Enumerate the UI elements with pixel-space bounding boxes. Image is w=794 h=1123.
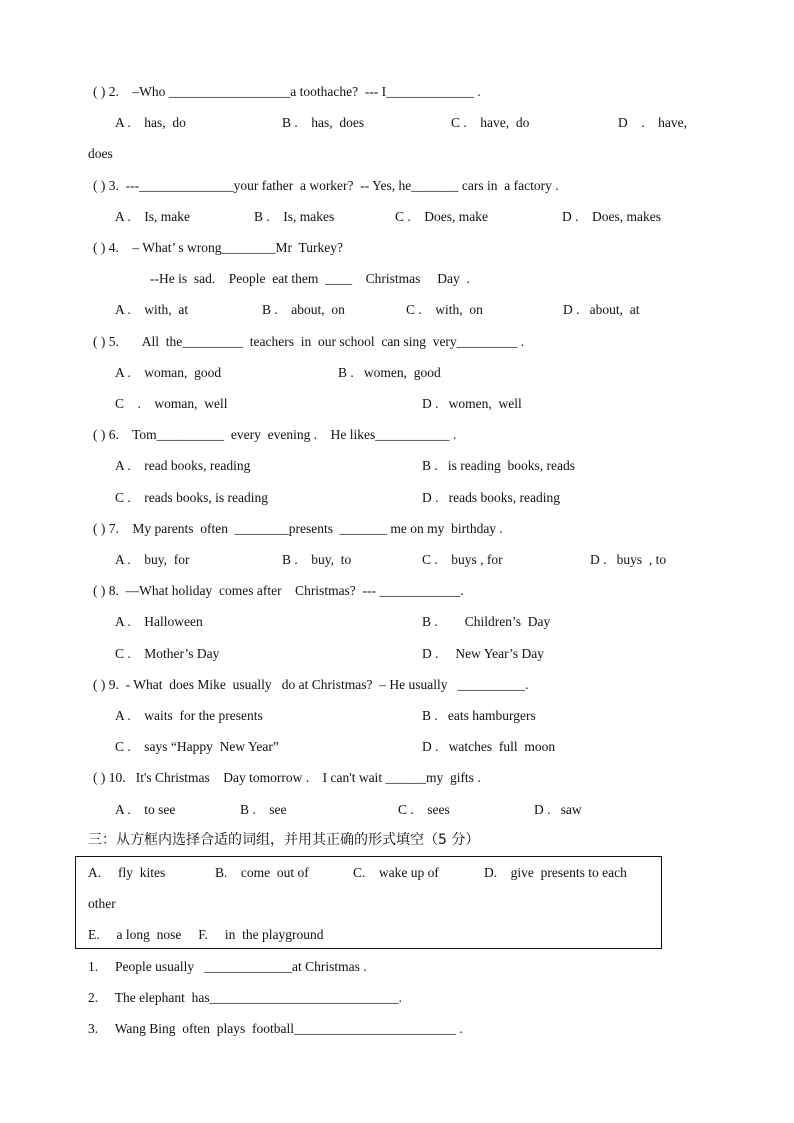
q4-option-c: C . with, on	[406, 302, 483, 317]
q4-option-d: D . about, at	[563, 302, 640, 317]
phrase-a: A. fly kites	[88, 865, 166, 880]
question-8-stem: ( ) 8. —What holiday comes after Christmas? --- ____________.	[93, 583, 464, 598]
q7-option-b: B . buy, to	[282, 552, 352, 567]
q5-option-c: C . woman, well	[115, 396, 228, 411]
q5-option-a: A . woman, good	[115, 365, 222, 380]
phrase-d-continued: other	[88, 896, 116, 911]
q2-option-a: A . has, do	[115, 115, 186, 130]
q9-option-a: A . waits for the presents	[115, 708, 263, 723]
question-5-stem: ( ) 5. All the_________ teachers in our school can sing very_________ .	[93, 334, 525, 349]
q3-option-a: A . Is, make	[115, 209, 190, 224]
q10-option-b: B . see	[240, 802, 287, 817]
q2-option-b: B . has, does	[282, 115, 365, 130]
q8-option-c: C . Mother’s Day	[115, 646, 220, 661]
q10-option-c: C . sees	[398, 802, 450, 817]
q2-option-c: C . have, do	[451, 115, 530, 130]
q10-option-a: A . to see	[115, 802, 176, 817]
phrase-d: D. give presents to each	[484, 865, 627, 880]
question-7-stem: ( ) 7. My parents often ________presents _______ me on my birthday .	[93, 521, 503, 536]
q9-option-c: C . says “Happy New Year”	[115, 739, 279, 754]
fill-sentence-3: 3. Wang Bing often plays football________________________ .	[88, 1021, 463, 1036]
question-2-stem: ( ) 2. –Who __________________a toothache? --- I_____________ .	[93, 84, 481, 99]
question-4-stem: ( ) 4. – What’ s wrong________Mr Turkey?	[93, 240, 343, 255]
q8-option-b: B . Children’s Day	[422, 614, 551, 629]
question-10-stem: ( ) 10. It's Christmas Day tomorrow . I can't wait ______my gifts .	[93, 770, 481, 785]
q4-option-a: A . with, at	[115, 302, 189, 317]
fill-sentence-1: 1. People usually _____________at Christmas .	[88, 959, 367, 974]
q5-option-b: B . women, good	[338, 365, 441, 380]
q10-option-d: D . saw	[534, 802, 582, 817]
q7-option-c: C . buys , for	[422, 552, 503, 567]
question-3-stem: ( ) 3. ---______________your father a worker? -- Yes, he_______ cars in a factory .	[93, 178, 559, 193]
q8-option-a: A . Halloween	[115, 614, 203, 629]
q6-option-b: B . is reading books, reads	[422, 458, 575, 473]
fill-sentence-2: 2. The elephant has____________________________.	[88, 990, 402, 1005]
q3-option-c: C . Does, make	[395, 209, 488, 224]
q6-option-a: A . read books, reading	[115, 458, 251, 473]
q3-option-b: B . Is, makes	[254, 209, 335, 224]
section-3-heading: 三：从方框内选择合适的词组，并用其正确的形式填空（5 分）	[88, 832, 480, 848]
q4-option-b: B . about, on	[262, 302, 345, 317]
question-4-stem-line2: --He is sad. People eat them ____ Christmas Day .	[150, 271, 470, 286]
q3-option-d: D . Does, makes	[562, 209, 661, 224]
q9-option-d: D . watches full moon	[422, 739, 556, 754]
phrase-c: C. wake up of	[353, 865, 439, 880]
question-6-stem: ( ) 6. Tom__________ every evening . He likes___________ .	[93, 427, 457, 442]
phrases-e-f: E. a long nose F. in the playground	[88, 927, 324, 942]
q7-option-d: D . buys , to	[590, 552, 667, 567]
q2-option-d-continued: does	[88, 146, 113, 161]
phrase-b: B. come out of	[215, 865, 309, 880]
q9-option-b: B . eats hamburgers	[422, 708, 536, 723]
q6-option-c: C . reads books, is reading	[115, 490, 268, 505]
q8-option-d: D . New Year’s Day	[422, 646, 544, 661]
q5-option-d: D . women, well	[422, 396, 522, 411]
q2-option-d: D . have,	[618, 115, 687, 130]
q7-option-a: A . buy, for	[115, 552, 190, 567]
q6-option-d: D . reads books, reading	[422, 490, 560, 505]
question-9-stem: ( ) 9. - What does Mike usually do at Christmas? – He usually __________.	[93, 677, 529, 692]
